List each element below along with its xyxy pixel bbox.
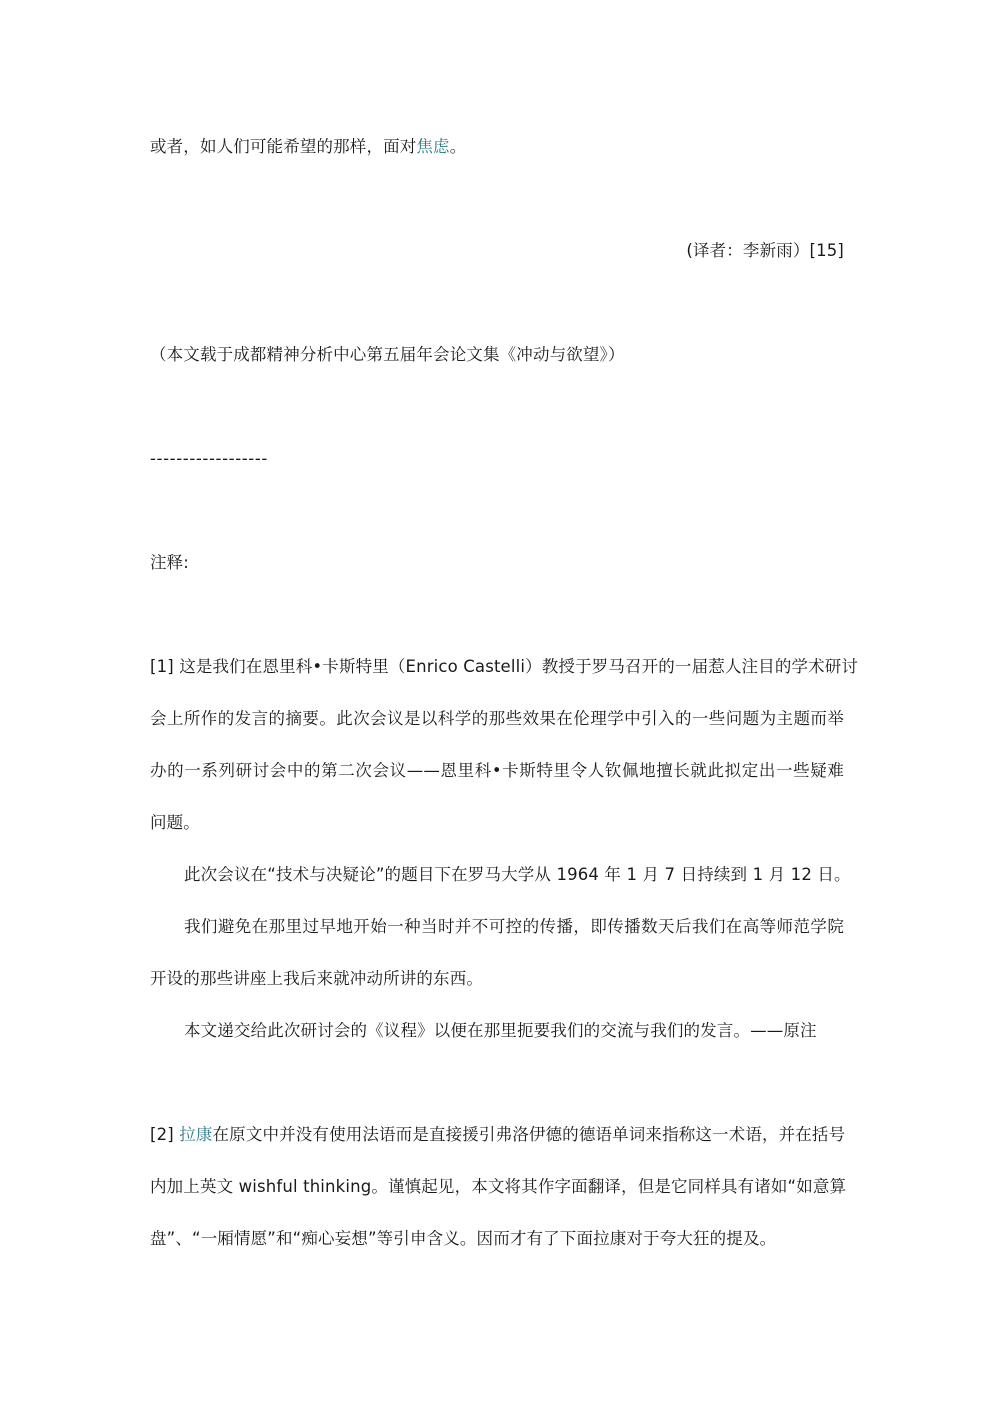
source-note: （本文载于成都精神分析中心第五届年会论文集《冲动与欲望》） (150, 345, 625, 364)
lacan-link[interactable]: 拉康 (179, 1125, 213, 1144)
translator-credit: (译者：李新雨）[15] (686, 241, 844, 260)
note1-line2: 会上所作的发言的摘要。此次会议是以科学的那些效果在伦理学中引入的一些问题为主题而举 (150, 709, 844, 728)
closing-suffix: 。 (449, 137, 467, 156)
notes-heading: 注释: (150, 553, 190, 572)
closing-prefix: 或者，如人们可能希望的那样，面对 (150, 137, 417, 156)
note2-line1 (150, 1122, 844, 1148)
note2-line2: 内加上英文 wishful thinking。谨慎起见，本文将其作字面翻译，但是它同样具有诸如“如意算 (150, 1177, 847, 1196)
note1-para3-line1: 我们避免在那里过早地开始一种当时并不可控的传播，即传播数天后我们在高等师范学院 (184, 917, 844, 936)
note1-line1: [1] 这是我们在恩里科•卡斯特里（Enrico Castelli）教授于罗马召开的一届惹人注目的学术研讨 (150, 657, 859, 676)
note2-line3: 盘”、“一厢情愿”和“痴心妄想”等引申含义。因而才有了下面拉康对于夸大狂的提及。 (150, 1229, 777, 1248)
anxiety-link[interactable]: 焦虑 (416, 137, 450, 156)
note1-line3: 办的一系列研讨会中的第二次会议——恩里科•卡斯特里令人钦佩地擅长就此拟定出一些疑难 (150, 761, 844, 780)
note1-para4: 本文递交给此次研讨会的《议程》以便在那里扼要我们的交流与我们的发言。——原注 (184, 1021, 817, 1040)
note2-number: [2] (150, 1125, 180, 1144)
note1-line4: 问题。 (150, 813, 200, 832)
note1-para2: 此次会议在“技术与决疑论”的题目下在罗马大学从 1964 年 1 月 7 日持续到 1 月 12 日。 (184, 865, 851, 884)
note1-para3-line2: 开设的那些讲座上我后来就冲动所讲的东西。 (150, 969, 483, 988)
section-divider: ------------------ (150, 449, 268, 468)
note2-line1-rest: 在原文中并没有使用法语而是直接援引弗洛伊德的德语单词来指称这一术语，并在括号 (212, 1125, 846, 1144)
closing-line (150, 134, 844, 160)
